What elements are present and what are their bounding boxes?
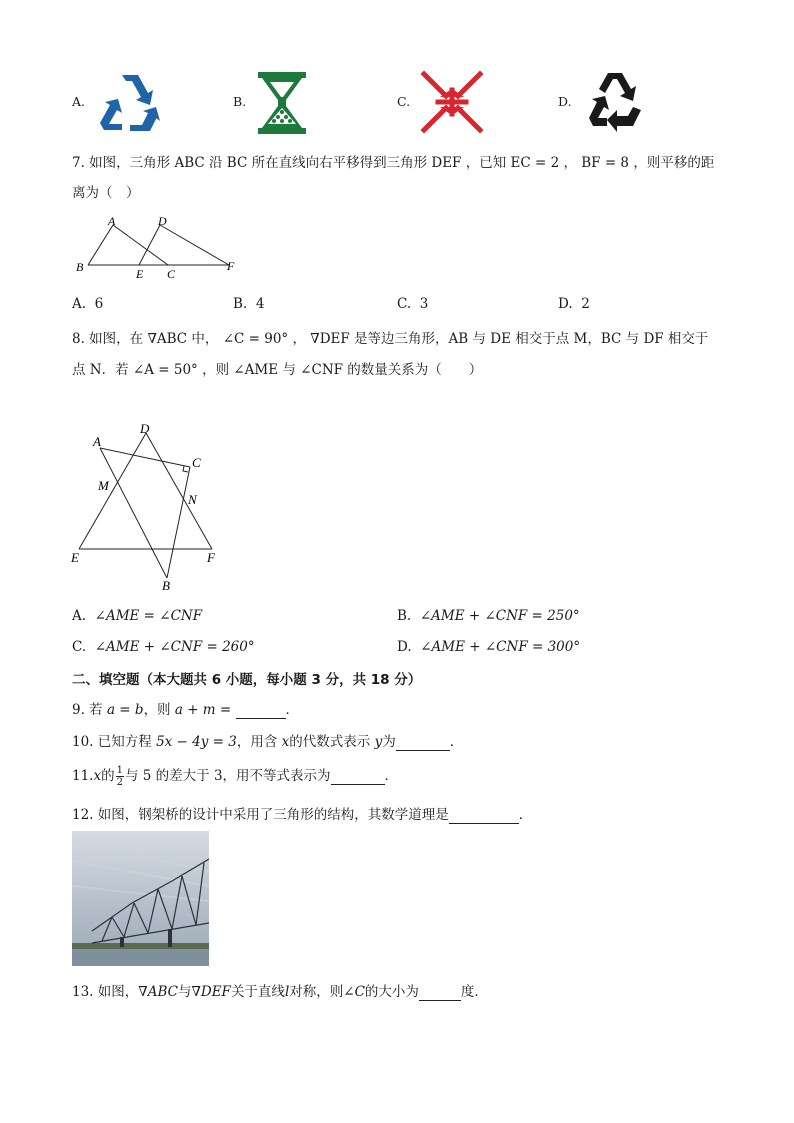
q13-text: 13. 如图，∇ABC与∇DEF关于直线l对称，则∠C的大小为 度． (72, 984, 488, 1000)
q10-answer-blank[interactable] (396, 734, 450, 751)
q11-text: 11.x的 $\frac{1}{2}$ 与 5 的差大于 3，用不等式表示为 ． (72, 765, 399, 788)
recycle-icon-blue (96, 71, 164, 135)
q8-option-c: C. ∠AME + ∠CNF = 260° (72, 639, 255, 655)
q9-text: 9. 若 a = b，则 a + m = ． (72, 702, 300, 718)
q7-option-d: D. 2 (558, 296, 590, 312)
q10-text: 10. 已知方程 5x − 4y = 3，用含 x的代数式表示 y为 ． (72, 734, 464, 750)
q6-option-c-letter: C. (397, 94, 411, 109)
q7-text-line1: 7. 如图，三角形 ABC 沿 BC 所在直线向右平移得到三角形 DEF ，已知 EC = 2 ， BF = 8 ，则平移的距 (72, 155, 715, 171)
q7-option-b: B. 4 (233, 296, 265, 312)
q8-option-a: A. ∠AME = ∠CNF (72, 608, 203, 624)
q12-text: 12. 如图，钢架桥的设计中采用了三角形的结构，其数学道理是 ． (72, 807, 533, 823)
q13-answer-blank[interactable] (419, 984, 461, 1001)
hourglass-icon-green (256, 70, 308, 136)
q6-option-a-letter: A. (72, 94, 86, 109)
q7-option-c: C. 3 (397, 296, 429, 312)
q7-label-c: C (167, 267, 176, 281)
q8-label-e: E (71, 550, 79, 565)
q8-label-a: A (93, 434, 101, 449)
q8-label-f: F (207, 550, 215, 565)
q8-label-n: N (188, 492, 197, 507)
q7-translation-figure (72, 210, 242, 286)
q7-label-b: B (76, 260, 84, 274)
q8-label-c: C (192, 455, 201, 470)
q9-answer-blank[interactable] (236, 702, 286, 719)
steel-truss-bridge-photo (72, 831, 209, 966)
q7-label-a: A (108, 214, 116, 228)
q7-option-a: A. 6 (72, 296, 104, 312)
q8-text-line1: 8. 如图，在 ∇ABC 中， ∠C = 90° ， ∇DEF 是等边三角形，AB 与 DE 相交于点 M，BC 与 DF 相交于 (72, 331, 709, 347)
recycle-icon-black (583, 70, 647, 132)
q7-label-f: F (227, 259, 235, 273)
q8-label-b: B (162, 578, 170, 593)
q11-fraction: $\frac{1}{2}$ (116, 765, 123, 788)
q8-label-d: D (140, 421, 150, 436)
q7-label-d: D (158, 214, 167, 228)
q8-option-b: B. ∠AME + ∠CNF = 250° (397, 608, 580, 624)
q8-label-m: M (98, 478, 109, 493)
cross-arrows-icon-red (420, 70, 484, 134)
q7-label-e: E (136, 267, 144, 281)
q12-answer-blank[interactable] (449, 807, 519, 824)
q6-option-b-letter: B. (233, 94, 247, 109)
section-2-heading: 二、填空题（本大题共 6 小题，每小题 3 分，共 18 分） (72, 672, 422, 688)
q8-triangles-figure (66, 418, 226, 596)
q6-option-d-letter: D. (558, 94, 572, 109)
q8-option-d: D. ∠AME + ∠CNF = 300° (397, 639, 581, 655)
q11-answer-blank[interactable] (331, 768, 385, 785)
q7-text-line2: 离为（ ） (72, 185, 140, 201)
q8-text-line2: 点 N．若 ∠A = 50° ，则 ∠AME 与 ∠CNF 的数量关系为（ ） (72, 362, 483, 378)
